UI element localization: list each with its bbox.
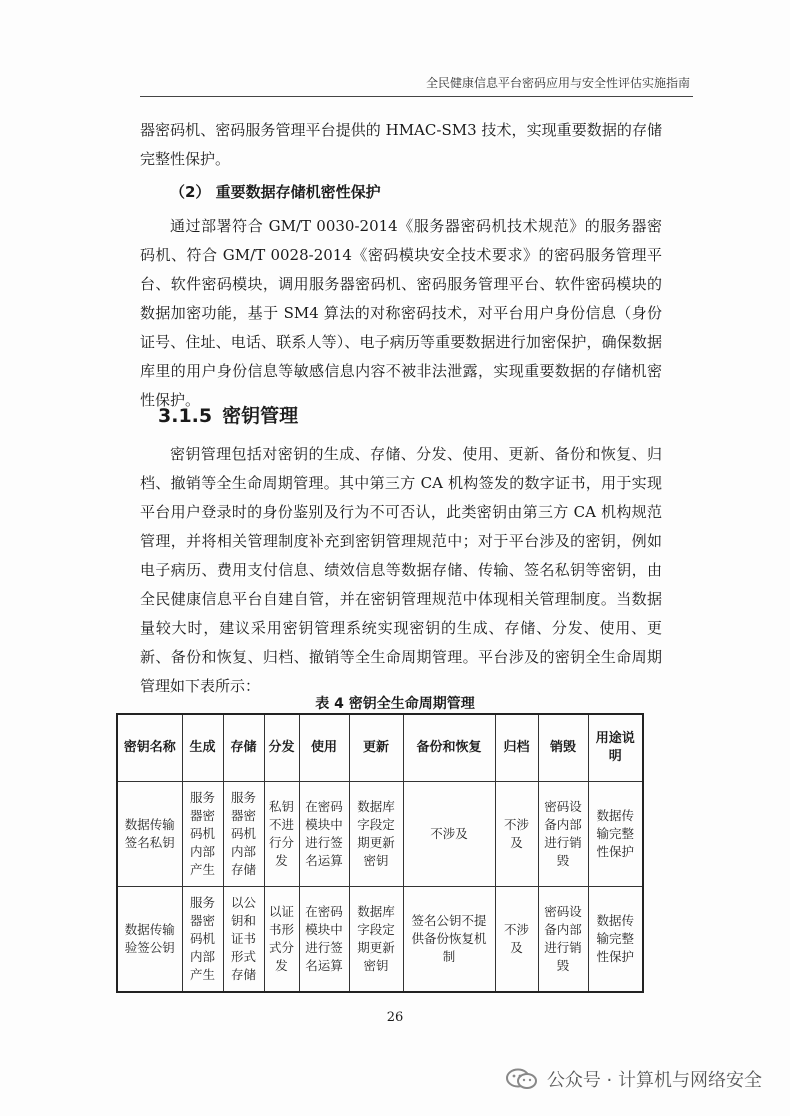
- table-cell: 密码设备内部进行销毁: [538, 782, 588, 887]
- table-cell: 以公钥和证书形式存储: [223, 887, 264, 993]
- header-distribution: 分发: [264, 714, 299, 782]
- subheading-confidentiality: （2） 重要数据存储机密性保护: [170, 183, 381, 201]
- table-cell: 以证书形式分发: [264, 887, 299, 993]
- table-cell: 在密码模块中进行签名运算: [299, 887, 349, 993]
- header-usage: 使用: [299, 714, 349, 782]
- table-cell: 服务器密码机内部存储: [223, 782, 264, 887]
- table-caption: 表 4 密钥全生命周期管理: [315, 696, 475, 712]
- header-update: 更新: [349, 714, 403, 782]
- table-cell: 数据传输完整性保护: [588, 887, 643, 993]
- paragraph-confidentiality: 通过部署符合 GM/T 0030-2014《服务器密码机技术规范》的服务器密码机、符合 GM/T 0028-2014《密码模块安全技术要求》的密码服务管理平台、软件密码模块，调用服务器密码机、密码服务管理平台、软件密码模块的数据加密功能，基于 SM4 算法的对称密码技术，对平台用户身份信息（身份证号、住址、电话、联系人等）、电子病历等重要数据进行加密保护，确保数据库里的用户身份信息等敏感信息内容不被非法泄露，实现重要数据的存储机密性保护。: [140, 217, 662, 409]
- table-row: [117, 782, 643, 887]
- header-storage: 存储: [223, 714, 264, 782]
- table-cell: 数据库字段定期更新密钥: [349, 887, 403, 993]
- key-lifecycle-table: [116, 713, 644, 993]
- table-cell: 不涉及: [495, 782, 538, 887]
- table-cell: 数据传输验签公钥: [117, 887, 182, 993]
- header-destroy: 销毁: [538, 714, 588, 782]
- table-cell: 不涉及: [403, 782, 495, 887]
- section-title: 密钥管理: [222, 405, 299, 427]
- section-number: 3.1.5: [158, 405, 213, 427]
- wechat-watermark: [505, 1066, 762, 1092]
- watermark-text: 公众号 · 计算机与网络安全: [546, 1070, 762, 1091]
- header-backup-restore: 备份和恢复: [403, 714, 495, 782]
- section-heading: [158, 402, 298, 430]
- table-cell: 不涉及: [495, 887, 538, 993]
- paragraph-key-management: 密钥管理包括对密钥的生成、存储、分发、使用、更新、备份和恢复、归档、撤销等全生命周期管理。其中第三方 CA 机构签发的数字证书，用于实现平台用户登录时的身份鉴别及行为不可否认，此类密钥由第三方 CA 机构规范管理，并将相关管理制度补充到密钥管理规范中；对于平台涉及的密钥，例如电子病历、费用支付信息、绩效信息等数据存储、传输、签名私钥等密钥，由全民健康信息平台自建自管，并在密钥管理规范中体现相关管理制度。当数据量较大时，建议采用密钥管理系统实现密钥的生成、存储、分发、使用、更新、备份和恢复、归档、撤销等全生命周期管理。平台涉及的密钥全生命周期管理如下表所示：: [140, 445, 662, 695]
- header-rule: [140, 96, 693, 97]
- table-cell: 数据传输签名私钥: [117, 782, 182, 887]
- table-cell: 在密码模块中进行签名运算: [299, 782, 349, 887]
- header-key-name: 密钥名称: [117, 714, 182, 782]
- table-cell: 私钥不进行分发: [264, 782, 299, 887]
- table-cell: 数据传输完整性保护: [588, 782, 643, 887]
- table-cell: 服务器密码机内部产生: [182, 887, 223, 993]
- table-cell: 密码设备内部进行销毁: [538, 887, 588, 993]
- page-number: 26: [386, 1010, 404, 1025]
- header-generate: 生成: [182, 714, 223, 782]
- table-cell: 签名公钥不提供备份恢复机制: [403, 887, 495, 993]
- header-purpose: 用途说明: [588, 714, 643, 782]
- table-header-row: [117, 714, 643, 782]
- running-header: 全民健康信息平台密码应用与安全性评估实施指南: [425, 76, 690, 90]
- paragraph-integrity-continued: 器密码机、密码服务管理平台提供的 HMAC-SM3 技术，实现重要数据的存储完整性保护。: [140, 121, 662, 168]
- table-cell: 服务器密码机内部产生: [182, 782, 223, 887]
- table-row: [117, 887, 643, 993]
- wechat-icon: [505, 1068, 539, 1090]
- table-cell: 数据库字段定期更新密钥: [349, 782, 403, 887]
- header-archive: 归档: [495, 714, 538, 782]
